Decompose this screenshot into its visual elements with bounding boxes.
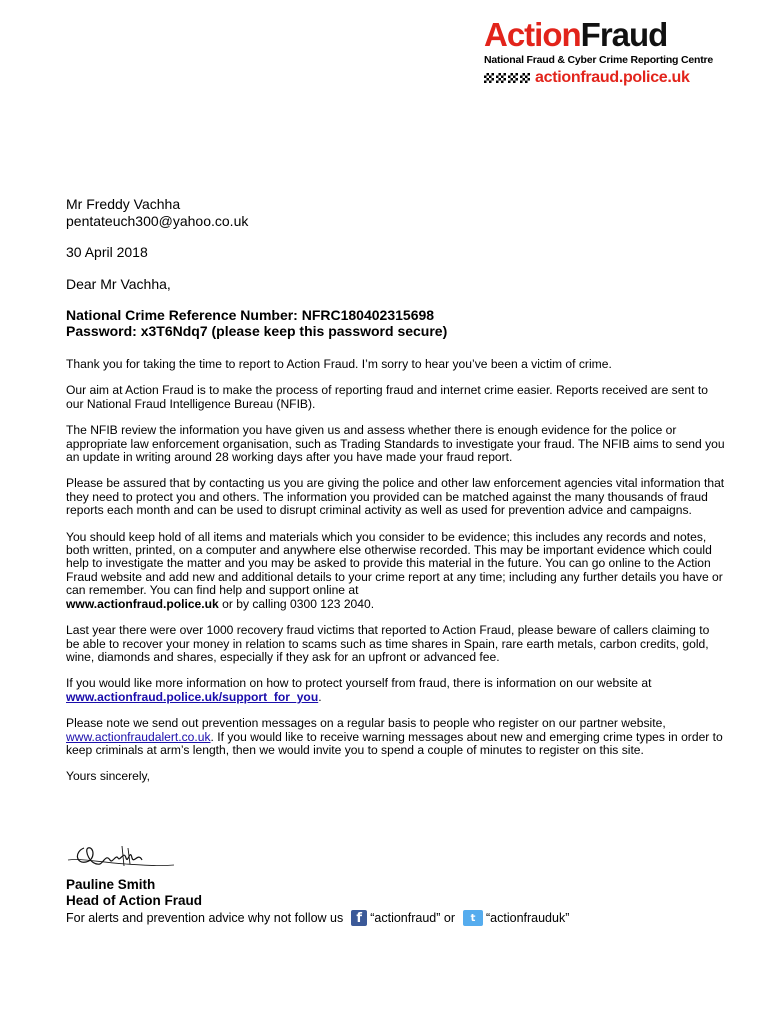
- logo-title-fraud: Fraud: [580, 16, 668, 53]
- recipient-email: pentateuch300@yahoo.co.uk: [66, 213, 249, 229]
- paragraph-8-tail: . If you would like to receive warning messages about new and emerging crime types in order to keep criminals at arm’s length, then we would invite you to spend a couple of minutes to register on this site.: [66, 729, 723, 757]
- logo-title: [484, 16, 734, 54]
- paragraph-5-tail: or by calling 0300 123 2040.: [218, 596, 375, 611]
- twitter-handle: “actionfrauduk”: [486, 911, 570, 925]
- checker-pattern-icon: [484, 73, 530, 83]
- paragraph-4: Please be assured that by contacting us you are giving the police and other law enforcement agencies vital information that they need to protect you and others. The information you provided can be matched against the many thousands of fraud reports each month and can be used to disrupt criminal activity as well as used for prevention advice and campaigns.: [66, 476, 725, 518]
- signature-image: [66, 840, 176, 874]
- paragraph-2: Our aim at Action Fraud is to make the process of reporting fraud and internet crime easier. Reports received are sent to our National Fraud Intelligence Bureau (NFIB).: [66, 383, 708, 411]
- paragraph-5: [66, 531, 726, 611]
- letter-date: 30 April 2018: [66, 244, 148, 260]
- logo-subtitle: National Fraud & Cyber Crime Reporting Centre: [484, 54, 714, 66]
- actionfraudalert-link[interactable]: www.actionfraudalert.co.uk: [66, 729, 211, 744]
- paragraph-7: [66, 677, 726, 704]
- signer-title: Head of Action Fraud: [66, 893, 203, 908]
- paragraph-6: Last year there were over 1000 recovery fraud victims that reported to Action Fraud, please beware of callers claiming to be able to recover your money in relation to scams such as time shares in Spain, rare earth metals, carbon credits, gold, wine, diamonds and shares, especially if they ask for an upfront or advanced fee.: [66, 623, 710, 664]
- reference-block: [66, 307, 726, 339]
- paragraph-7-tail: .: [318, 689, 322, 704]
- salutation: Dear Mr Vachha,: [66, 276, 171, 292]
- logo-url: actionfraud.police.uk: [535, 69, 690, 86]
- recipient-name: Mr Freddy Vachha: [66, 196, 181, 212]
- logo-url-row: [484, 69, 734, 87]
- paragraph-8-text: Please note we send out prevention messages on a regular basis to people who register on our partner website,: [66, 716, 666, 731]
- password-line: Password: x3T6Ndq7 (please keep this password secure): [66, 323, 448, 339]
- letter-body: [66, 358, 726, 797]
- closing: Yours sincerely,: [66, 769, 151, 784]
- crime-reference-number: National Crime Reference Number: NFRC180402315698: [66, 307, 435, 323]
- follow-text: For alerts and prevention advice why not follow us: [66, 911, 344, 925]
- facebook-handle: “actionfraud” or: [370, 911, 455, 925]
- logo-title-action: Action: [484, 16, 581, 53]
- twitter-icon[interactable]: t: [463, 910, 483, 926]
- actionfraud-website-link[interactable]: www.actionfraud.police.uk: [66, 596, 219, 611]
- facebook-icon[interactable]: f: [351, 910, 367, 926]
- action-fraud-logo: [484, 16, 734, 87]
- paragraph-8: [66, 717, 726, 757]
- paragraph-1: Thank you for taking the time to report to Action Fraud. I’m sorry to hear you’ve been a victim of crime.: [66, 357, 612, 371]
- social-follow-line: [66, 910, 569, 926]
- recipient-address: [66, 196, 726, 230]
- paragraph-7-text: If you would like more information on how to protect yourself from fraud, there is information on our website at: [66, 676, 652, 691]
- paragraph-5-text: You should keep hold of all items and materials which you consider to be evidence; this includes any records and notes, both written, printed, on a computer and anywhere else otherwise recorded. This may be important evidence which could help to investigate the matter and you may be asked to provide this material in the future. You can go online to the Action Fraud website and add new and additional details to your crime report at any time; including any further details you have or can remember. You can find help and support online at: [66, 529, 723, 598]
- paragraph-3: The NFIB review the information you have given us and assess whether there is enough evidence for the police or appropriate law enforcement organisation, such as Trading Standards to investigate your fraud. The NFIB aims to send you an update in writing around 28 working days after you have made your fraud report.: [66, 423, 725, 465]
- signer-name: Pauline Smith: [66, 877, 156, 892]
- support-for-you-link[interactable]: www.actionfraud.police.uk/support_for_you: [66, 689, 319, 704]
- signer-block: [66, 877, 202, 909]
